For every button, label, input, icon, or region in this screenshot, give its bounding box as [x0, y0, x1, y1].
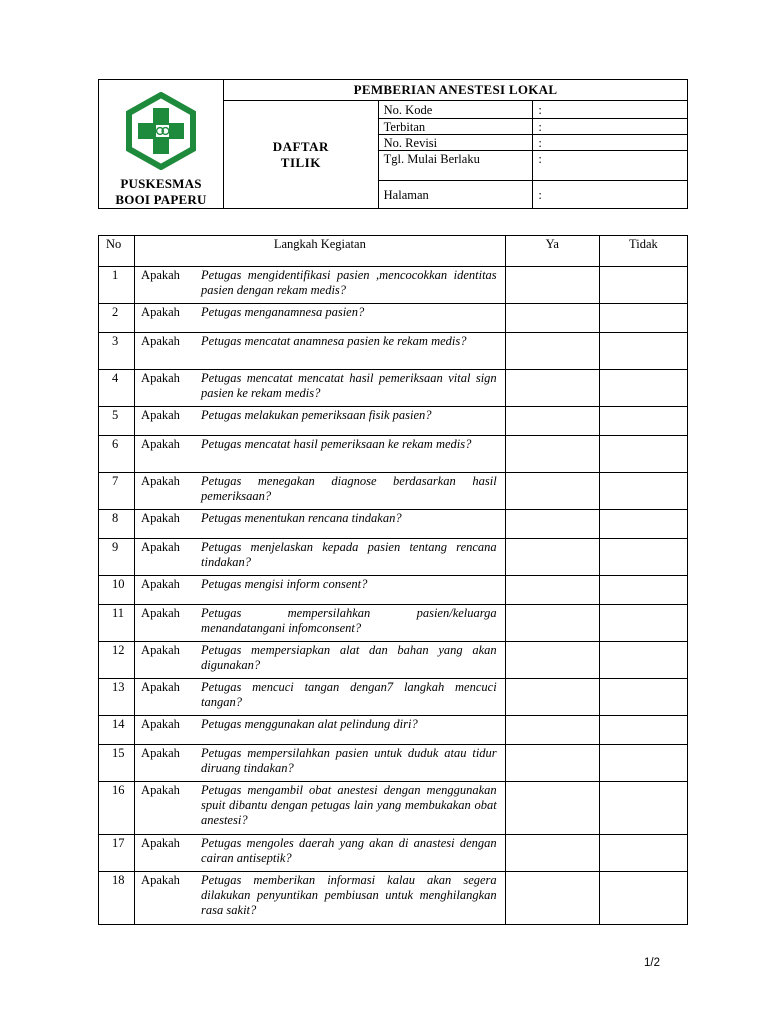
- row-number: 12: [99, 642, 135, 679]
- table-row: [99, 576, 688, 605]
- row-number: 1: [99, 267, 135, 304]
- no-check-cell[interactable]: [599, 576, 687, 605]
- checklist-label-line1: DAFTAR: [272, 138, 329, 154]
- step-question: Petugas mencatat anamnesa pasien ke rekam medis?: [201, 334, 467, 348]
- table-row: [99, 370, 688, 407]
- row-number: 8: [99, 510, 135, 539]
- step-prefix: Apakah: [141, 577, 180, 591]
- meta-value-effective-date: :: [533, 151, 688, 181]
- row-number: 16: [99, 782, 135, 835]
- checklist-table: [98, 235, 688, 925]
- step-question: Petugas mencuci tangan dengan7 langkah mencuci tangan?: [201, 680, 497, 709]
- no-check-cell[interactable]: [599, 835, 687, 872]
- row-step: [135, 576, 506, 605]
- row-step: [135, 370, 506, 407]
- header-no-col: Tidak: [599, 236, 687, 267]
- row-number: 11: [99, 605, 135, 642]
- step-question: Petugas menegakan diagnose berdasarkan hasil pemeriksaan?: [201, 474, 497, 503]
- meta-label-code: No. Kode: [378, 101, 533, 119]
- document-header: [98, 79, 688, 209]
- table-row: [99, 716, 688, 745]
- step-prefix: Apakah: [141, 873, 180, 887]
- yes-check-cell[interactable]: [505, 436, 599, 473]
- row-step: [135, 745, 506, 782]
- no-check-cell[interactable]: [599, 642, 687, 679]
- meta-label-revision: No. Revisi: [378, 135, 533, 151]
- table-row: [99, 304, 688, 333]
- step-question: Petugas menentukan rencana tindakan?: [201, 511, 402, 525]
- table-header-row: [99, 236, 688, 267]
- yes-check-cell[interactable]: [505, 782, 599, 835]
- header-yes: Ya: [505, 236, 599, 267]
- org-name-line1: PUSKESMAS: [120, 176, 202, 191]
- no-check-cell[interactable]: [599, 539, 687, 576]
- row-step: [135, 333, 506, 370]
- no-check-cell[interactable]: [599, 304, 687, 333]
- row-number: 9: [99, 539, 135, 576]
- step-question: Petugas mempersiapkan alat dan bahan yang akan digunakan?: [201, 643, 497, 672]
- row-number: 6: [99, 436, 135, 473]
- step-prefix: Apakah: [141, 540, 180, 554]
- step-prefix: Apakah: [141, 408, 180, 422]
- no-check-cell[interactable]: [599, 436, 687, 473]
- checklist-body: [99, 267, 688, 925]
- row-step: [135, 782, 506, 835]
- no-check-cell[interactable]: [599, 872, 687, 925]
- step-prefix: Apakah: [141, 680, 180, 694]
- table-row: [99, 510, 688, 539]
- row-number: 4: [99, 370, 135, 407]
- table-row: [99, 539, 688, 576]
- puskesmas-logo-icon: [122, 92, 200, 170]
- row-step: [135, 436, 506, 473]
- row-number: 14: [99, 716, 135, 745]
- row-number: 3: [99, 333, 135, 370]
- row-number: 2: [99, 304, 135, 333]
- step-prefix: Apakah: [141, 474, 180, 488]
- row-number: 10: [99, 576, 135, 605]
- no-check-cell[interactable]: [599, 333, 687, 370]
- table-row: [99, 835, 688, 872]
- step-question: Petugas menjelaskan kepada pasien tentang rencana tindakan?: [201, 540, 497, 569]
- row-number: 15: [99, 745, 135, 782]
- row-step: [135, 679, 506, 716]
- meta-label-issue: Terbitan: [378, 119, 533, 135]
- table-row: [99, 436, 688, 473]
- row-step: [135, 510, 506, 539]
- no-check-cell[interactable]: [599, 510, 687, 539]
- yes-check-cell[interactable]: [505, 716, 599, 745]
- table-row: [99, 605, 688, 642]
- table-row: [99, 267, 688, 304]
- step-prefix: Apakah: [141, 717, 180, 731]
- no-check-cell[interactable]: [599, 745, 687, 782]
- header-step: Langkah Kegiatan: [135, 236, 506, 267]
- yes-check-cell[interactable]: [505, 679, 599, 716]
- yes-check-cell[interactable]: [505, 473, 599, 510]
- no-check-cell[interactable]: [599, 679, 687, 716]
- step-prefix: Apakah: [141, 268, 180, 282]
- yes-check-cell[interactable]: [505, 872, 599, 925]
- meta-value-code: :: [533, 101, 688, 119]
- table-row: [99, 407, 688, 436]
- row-step: [135, 407, 506, 436]
- step-prefix: Apakah: [141, 836, 180, 850]
- yes-check-cell[interactable]: [505, 835, 599, 872]
- no-check-cell[interactable]: [599, 716, 687, 745]
- step-question: Petugas mengambil obat anestesi dengan menggunakan spuit dibantu dengan petugas lain yang membukakan obat anestesi?: [201, 783, 497, 827]
- meta-label-page: Halaman: [378, 181, 533, 209]
- step-question: Petugas mempersilahkan pasien untuk duduk atau tidur diruang tindakan?: [201, 746, 497, 775]
- page-number: 1/2: [644, 957, 660, 969]
- step-prefix: Apakah: [141, 746, 180, 760]
- no-check-cell[interactable]: [599, 370, 687, 407]
- meta-value-issue: :: [533, 119, 688, 135]
- org-name-line2: BOOI PAPERU: [115, 192, 207, 207]
- step-question: Petugas menganamnesa pasien?: [201, 305, 365, 319]
- no-check-cell[interactable]: [599, 407, 687, 436]
- step-question: Petugas mengisi inform consent?: [201, 577, 368, 591]
- organization-name: [99, 176, 223, 208]
- checklist-label-line2: TILIK: [280, 154, 321, 170]
- row-number: 17: [99, 835, 135, 872]
- step-prefix: Apakah: [141, 305, 180, 319]
- table-row: [99, 333, 688, 370]
- table-row: [99, 872, 688, 925]
- meta-label-effective-date: Tgl. Mulai Berlaku: [378, 151, 533, 181]
- step-prefix: Apakah: [141, 334, 180, 348]
- step-prefix: Apakah: [141, 437, 180, 451]
- header-no: No: [99, 236, 135, 267]
- step-question: Petugas mencatat hasil pemeriksaan ke rekam medis?: [201, 437, 472, 451]
- yes-check-cell[interactable]: [505, 407, 599, 436]
- step-question: Petugas mengoles daerah yang akan di anastesi dengan cairan antiseptik?: [201, 836, 497, 865]
- yes-check-cell[interactable]: [505, 333, 599, 370]
- row-number: 7: [99, 473, 135, 510]
- yes-check-cell[interactable]: [505, 304, 599, 333]
- table-row: [99, 642, 688, 679]
- meta-value-page: :: [533, 181, 688, 209]
- step-prefix: Apakah: [141, 371, 180, 385]
- no-check-cell[interactable]: [599, 473, 687, 510]
- row-step: [135, 835, 506, 872]
- yes-check-cell[interactable]: [505, 642, 599, 679]
- no-check-cell[interactable]: [599, 267, 687, 304]
- logo-cell: [99, 80, 224, 209]
- yes-check-cell[interactable]: [505, 576, 599, 605]
- step-question: Petugas mempersilahkan pasien/keluarga menandatangani infomconsent?: [201, 606, 497, 635]
- meta-value-revision: :: [533, 135, 688, 151]
- yes-check-cell[interactable]: [505, 745, 599, 782]
- row-step: [135, 473, 506, 510]
- yes-check-cell[interactable]: [505, 605, 599, 642]
- step-question: Petugas mengidentifikasi pasien ,mencocokkan identitas pasien dengan rekam medis?: [201, 268, 497, 297]
- no-check-cell[interactable]: [599, 782, 687, 835]
- step-question: Petugas mencatat mencatat hasil pemeriksaan vital sign pasien ke rekam medis?: [201, 371, 497, 400]
- step-prefix: Apakah: [141, 643, 180, 657]
- table-row: [99, 473, 688, 510]
- yes-check-cell[interactable]: [505, 539, 599, 576]
- row-number: 13: [99, 679, 135, 716]
- row-number: 5: [99, 407, 135, 436]
- step-question: Petugas memberikan informasi kalau akan segera dilakukan penyuntikan pembiusan untuk menghilangkan rasa sakit?: [201, 873, 497, 917]
- row-step: [135, 642, 506, 679]
- row-number: 18: [99, 872, 135, 925]
- row-step: [135, 872, 506, 925]
- document-title: PEMBERIAN ANESTESI LOKAL: [224, 80, 688, 101]
- yes-check-cell[interactable]: [505, 510, 599, 539]
- step-prefix: Apakah: [141, 511, 180, 525]
- table-row: [99, 679, 688, 716]
- row-step: [135, 267, 506, 304]
- no-check-cell[interactable]: [599, 605, 687, 642]
- yes-check-cell[interactable]: [505, 267, 599, 304]
- table-row: [99, 782, 688, 835]
- row-step: [135, 716, 506, 745]
- step-prefix: Apakah: [141, 783, 180, 797]
- row-step: [135, 605, 506, 642]
- step-question: Petugas menggunakan alat pelindung diri?: [201, 717, 418, 731]
- table-row: [99, 745, 688, 782]
- checklist-label: [224, 101, 379, 209]
- row-step: [135, 539, 506, 576]
- step-question: Petugas melakukan pemeriksaan fisik pasien?: [201, 408, 432, 422]
- yes-check-cell[interactable]: [505, 370, 599, 407]
- row-step: [135, 304, 506, 333]
- step-prefix: Apakah: [141, 606, 180, 620]
